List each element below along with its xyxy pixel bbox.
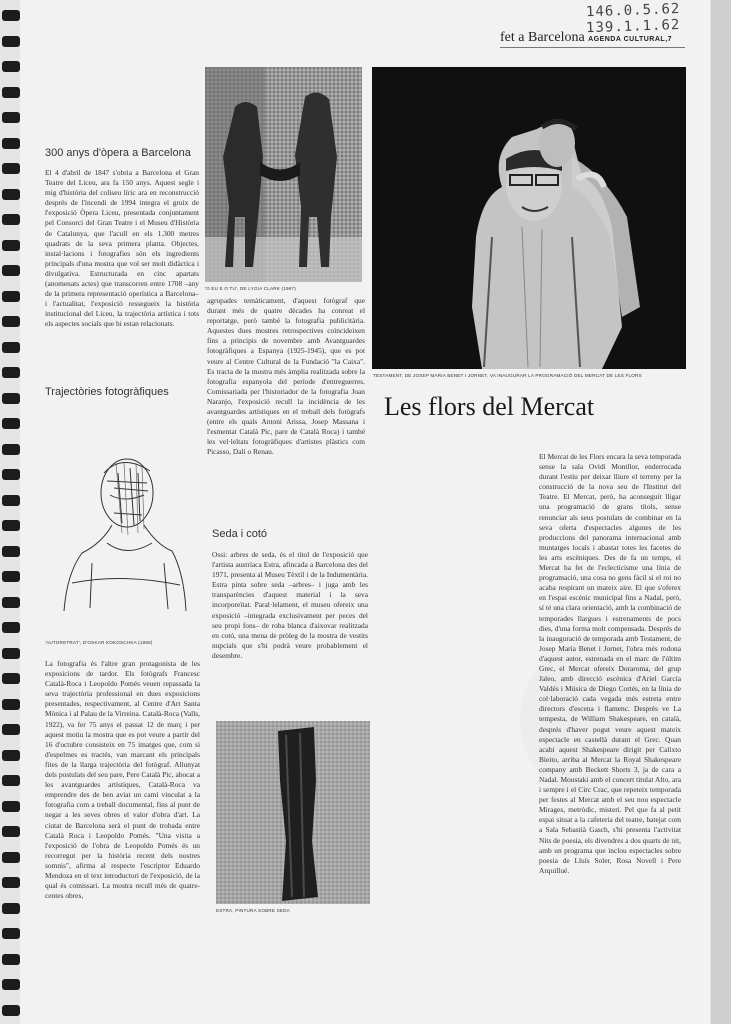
photo-body-mid xyxy=(207,296,365,508)
binding-ring xyxy=(2,393,20,404)
binding-ring xyxy=(2,418,20,429)
running-head-section: AGENDA CULTURAL xyxy=(588,36,666,43)
binding-ring xyxy=(2,214,20,225)
photo-title: Trajectòries fotogràfiques xyxy=(45,386,169,398)
drawing-self-portrait xyxy=(52,433,192,615)
spiral-binding xyxy=(0,0,26,1024)
binding-ring xyxy=(2,750,20,761)
sketch-portrait-image xyxy=(52,433,192,615)
binding-ring xyxy=(2,138,20,149)
binding-ring xyxy=(2,444,20,455)
photo-testament xyxy=(372,67,686,369)
page-edge xyxy=(711,0,731,1024)
estra-caption: ESTRA, PINTURA SOBRE SEDA xyxy=(216,908,290,913)
photo-paragraph-left: La fotografia és l'altre gran protagonista de les exposicions de tardor. Els fotògrafs Francesc Català-Roca i Leopoldo Pomés veuen repassada la seva trajectòria professional en dues exposicions presentades, respectivament, al Centre d'Art Santa Mònica i al Palau de la Virreina. Català-Roca (Valls, 1922), va fer 75 anys el passat 12 de març i per aquest motiu la mostra que es pot veure a partir del 16 d'octubre consisteix en 75 imatges que, com si d'espelmes es tractés, van marcant els principals fites de la llarga trajectòria del fotògraf. Allunyat dels postulats del seu pare, Pere Català Pic, abocat a les avantguardes artístiques, Català-Roca va emprendre des de ben aviat un camí vinculat a la fotografia com a treball documental, fins al punt de negar a les seves obres el valor d'obra d'art. La ciutat de Barcelona serà el punt de trobada entre Català Roca i Leopoldo Pomés. "Una visita a l'exposició de l'obra de Leopoldo Pomés és un recorregut per la història recent dels nostres somnis", afirma al respecte l'escriptor Eduardo Mendoza en el text introductori de l'exposició, de la qual és comissari. La mostra recull més de quatre-centes obres, xyxy=(45,659,200,901)
drawing-caption: 'AUTORETRAT', D'OSKAR KOKOSCHKA (1968) xyxy=(45,640,153,645)
binding-ring xyxy=(2,469,20,480)
running-head-title: fet a Barcelona xyxy=(500,30,585,45)
binding-ring xyxy=(2,775,20,786)
binding-ring xyxy=(2,342,20,353)
photo-body-left xyxy=(45,659,200,951)
binding-ring xyxy=(2,316,20,327)
binding-ring xyxy=(2,928,20,939)
binding-ring xyxy=(2,87,20,98)
binding-ring xyxy=(2,367,20,378)
binding-ring xyxy=(2,240,20,251)
binding-ring xyxy=(2,954,20,965)
binding-ring xyxy=(2,265,20,276)
theatre-photo-image xyxy=(372,67,686,369)
binding-ring xyxy=(2,622,20,633)
opera-title: 300 anys d'òpera a Barcelona xyxy=(45,147,191,159)
mercat-paragraph: El Mercat de les Flors encara la seva temporada sense la sala Ovidi Montllor, enderrocada durant l'estiu per deixar lliure el terreny per la construcció de la nova seu de l'Institut del Teatre. El Mercat, però, ha aconseguit lligar una programació de grans títols, sense renunciar als seus postulats de combinar en la seva oferta d'espectacles algunes de les produccions del panorama internacional amb muntatges locals i abastar totes les facetes de les arts escèniques. Des de fa un temps, el Mercat ha fet de l'eclecticisme una línia de programació, una cosa no gens fàcil si el roi no acaba respirant un mateix aire. El que s'oferex en l'espai escènic municipal fins a Nadal, però, sí té una clara orientació, amb la combinació de temporades llargues i estrenaments de pocs dies, d'una forma molt compensada. Després de la inauguració de temporada amb Testament, de Josep Maria Benet i Jornet, l'obra més rodona d'aquest autor, estrenada en el marc de l'últim Grec, el Mercat ofereix Doraroma, del grup Jaleo, amb direcció escènica d'Ariel García Valdés i Música de Diego Cortés, en la línia de col·laboració cada vegada més estreta entre directors d'escena i flamenc. Després ve La tempesta, de William Shakespeare, en català, després d'haver pogut veure aquest mateix espectacle en castellà durant el Grec. Quan acabi aquest Shakespeare dirigit per Calixto Bieito, arriba al Mercat la Royal Shakespeare company amb Beckett Shorts 3, ja de cara a Nadal. Moustaki amb el concert titulat Alto, ara i sempre i el Circ Crac, que repeteix temporada per festes al Mercat amb el seu nou espectacle Mirages, metròdic, misteri. Pel que fa al petit espai situat a la cafeteria del teatre, batejat com a Sala Sebastià Gasch, s'hi presenta l'activitat Nits de poesia, els divendres a dos quarts de nit, amb un programa que inclou espectacles sobre poesia de Lluís Soler, Rosa Novell i Pere Arquillué. xyxy=(539,452,681,875)
binding-ring xyxy=(2,163,20,174)
handwritten-note-1: 146.0.5.62 xyxy=(585,0,681,21)
photo-lygia-clark xyxy=(205,67,362,282)
binding-ring xyxy=(2,520,20,531)
mercat-body xyxy=(539,452,681,978)
handwritten-note-2: 139.1.1.62 xyxy=(585,16,681,37)
seda-body xyxy=(212,550,368,671)
binding-ring xyxy=(2,979,20,990)
lygia-caption: 'O EU E O TU', DE LYGIA CLARK (1967) xyxy=(205,286,296,291)
binding-ring xyxy=(2,699,20,710)
binding-ring xyxy=(2,36,20,47)
photo-paragraph-mid: agrupades temàticament, d'aquest fotògraf que durant més de quatre dècades ha conreat el reportatge, però també la fotografia publicitària. Aquestes dues mostres retrospectives coincideixen fins a principis de novembre amb Avantguardes fotogràfiques a Espanya (1925-1945), que es pot veure al Centre Cultural de la Fundació "la Caixa". Es tracta de la mostra més àmplia realitzada sobre la fotografia espanyola del període d'entreguerres. Comissariada per l'historiador de la fotografia Joan Naranjo, l'exposició recull la incidència de les avantguardes artístiques en el treball dels fotògrafs (entre els quals Antoni Arissa, Josep Massana i l'esmentat Català Pic, pare de Català Roca) i també les vel·leïtats fotogràfiques d'artistes plàstics com Picasso, Dalí o Renau. xyxy=(207,296,365,457)
binding-ring xyxy=(2,189,20,200)
performance-photo-image xyxy=(205,67,362,282)
silk-painting-image xyxy=(216,721,370,904)
binding-ring xyxy=(2,852,20,863)
testament-caption: TESTAMENT, DE JOSEP MARIA BENET I JORNET, VA INAUGURAR LA PROGRAMACIÓ DEL MERCAT DE LES FLORS xyxy=(373,373,642,378)
binding-ring xyxy=(2,546,20,557)
binding-ring xyxy=(2,801,20,812)
binding-ring xyxy=(2,724,20,735)
running-head xyxy=(500,30,685,48)
binding-ring xyxy=(2,877,20,888)
binding-ring xyxy=(2,495,20,506)
binding-ring xyxy=(2,648,20,659)
photo-estra-silk xyxy=(216,721,370,904)
binding-ring xyxy=(2,571,20,582)
binding-ring xyxy=(2,10,20,21)
opera-body xyxy=(45,168,199,366)
binding-ring xyxy=(2,61,20,72)
binding-ring xyxy=(2,291,20,302)
binding-ring xyxy=(2,673,20,684)
binding-ring xyxy=(2,903,20,914)
binding-ring xyxy=(2,826,20,837)
seda-title: Seda i cotó xyxy=(212,528,268,540)
page-number: ,7 xyxy=(665,36,673,43)
opera-paragraph: El 4 d'abril de 1847 s'obria a Barcelona el Gran Teatre del Liceu, ara fa 150 anys. Aquest segle i mig d'història del coliseu líric ara en reconstrucció després de l'incendi de 1994 integra el gruix de l'exposició Òpera Liceu, presentada conjuntament pel Consorci del Gran Teatre i el Museu d'Història de Catalunya, que l'acull en els 1.300 metres quadrats de la seva primera planta. Objectes, instal·lacions i fotografies són els ingredients principals d'una mostra que vol ser molt didàctica i divulgativa. Estructurada en cinc apartats (anomenats actes) que transcorren entre 1708 –any de la primera representació operística a Barcelona– i l'actualitat, l'exposició ressegueix la història institucional del Liceu, la trajectòria artística i tots els aspectes socials que hi estan relacionats. xyxy=(45,168,199,329)
binding-ring xyxy=(2,112,20,123)
binding-ring xyxy=(2,597,20,608)
binding-ring xyxy=(2,1005,20,1016)
seda-paragraph: Ossi: arbres de seda, és el títol de l'exposició que l'artista austríaca Estra, afincada a Barcelona des del 1971, presenta al Museu Tèxtil i de la Indumentària. Estra pinta sobre seda –arbres– i juga amb les transparències d'aquest material i la seva incorporeïtat. Paral·lelament, el museu ofereix una exposició –integrada exclusivament per peces del seu propi fons– de roba blanca d'aixovar realitzada en cotó, una mena de pròleg de la mostra de vestits nupcials que s'hi podrà veure probablement el desembre. xyxy=(212,550,368,660)
headline-les-flors-del-mercat: Les flors del Mercat xyxy=(384,392,595,421)
